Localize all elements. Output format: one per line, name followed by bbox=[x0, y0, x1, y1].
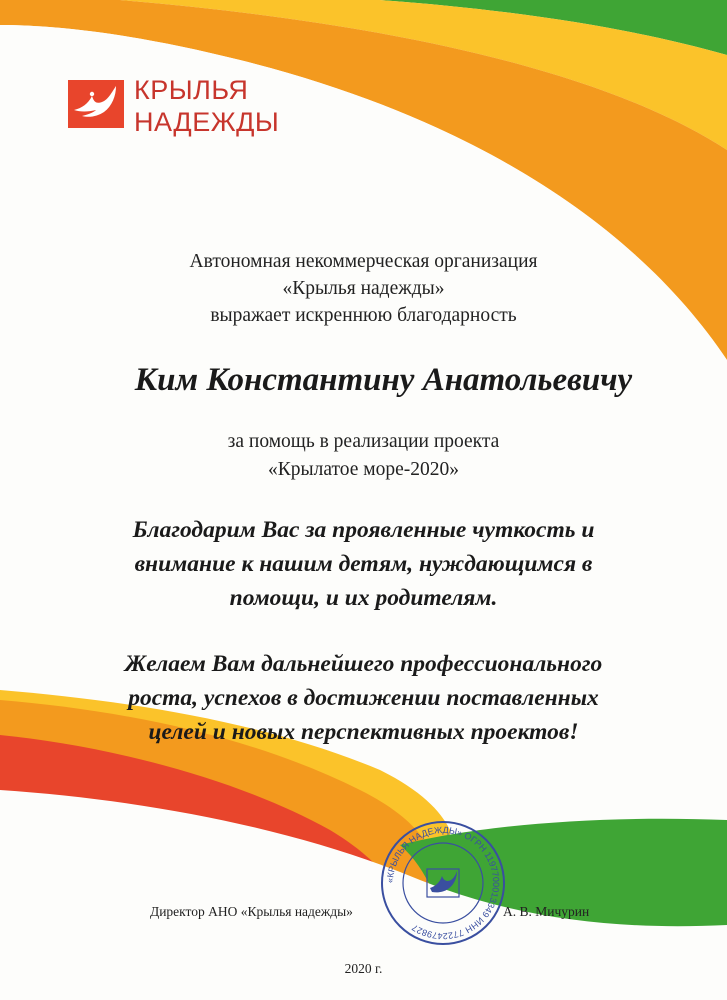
issue-year: 2020 г. bbox=[344, 961, 383, 976]
thanks-paragraph bbox=[0, 513, 727, 615]
logo-line-2: НАДЕЖДЫ bbox=[134, 107, 280, 137]
organization-stamp bbox=[378, 818, 508, 948]
logo-text bbox=[134, 74, 279, 138]
recipient-name: Ким Константину Анатольевичу bbox=[134, 362, 633, 398]
wish-line-3: целей и новых перспективных проектов! bbox=[148, 719, 579, 745]
project-line-1: за помощь в реализации проекта bbox=[227, 431, 500, 452]
organization-line-1: Автономная некоммерческая организация bbox=[189, 251, 538, 272]
organization-line-3: выражает искреннюю благодарность bbox=[210, 305, 517, 326]
thanks-line-3: помощи, и их родителям. bbox=[229, 585, 498, 611]
organization-block bbox=[0, 248, 727, 329]
stamp-ring-text: «КРЫЛЬЯ НАДЕЖДЫ» ОГРН 1197700013349 ИНН 7722479827 bbox=[384, 824, 502, 942]
project-block bbox=[0, 428, 727, 484]
organization-line-2: «Крылья надежды» bbox=[282, 278, 445, 299]
thanks-line-1: Благодарим Вас за проявленные чуткость и bbox=[132, 517, 595, 543]
wish-line-2: роста, успехов в достижении поставленных bbox=[128, 685, 599, 711]
signatory-position: Директор АНО «Крылья надежды» bbox=[150, 904, 353, 919]
logo-line-1: КРЫЛЬЯ bbox=[134, 75, 249, 105]
signatory-name: А. В. Мичурин bbox=[503, 904, 590, 919]
thanks-line-2: внимание к нашим детям, нуждающимся в bbox=[134, 551, 593, 577]
dove-logo-icon bbox=[68, 80, 124, 128]
wish-line-1: Желаем Вам дальнейшего профессионального bbox=[124, 651, 603, 677]
project-line-2: «Крылатое море-2020» bbox=[267, 459, 459, 480]
wish-paragraph bbox=[0, 647, 727, 749]
